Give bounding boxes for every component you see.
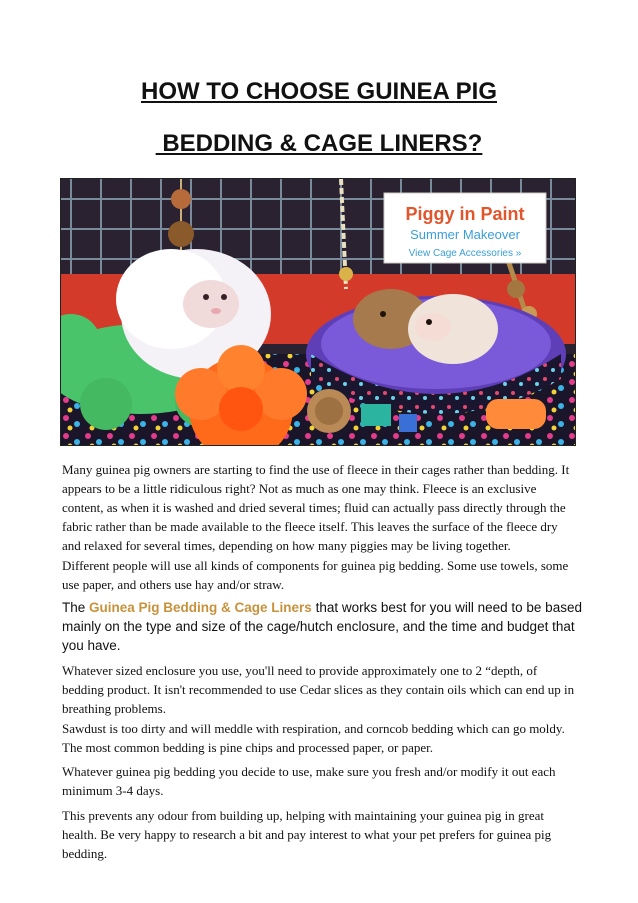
guinea-pig-cage-photo: [60, 178, 576, 446]
page-title-line-1: HOW TO CHOOSE GUINEA PIG: [140, 78, 498, 105]
banner-ad: [384, 193, 546, 263]
guinea-pig-bedding-link[interactable]: Guinea Pig Bedding & Cage Liners: [89, 600, 312, 615]
paragraph-odour: This prevents any odour from building up, helping with maintaining your guinea pig in great health. Be very happy to research a bit and pay interest to what your pet prefers for guinea pig bedding.: [62, 808, 552, 861]
cream-guinea-pig: [408, 294, 498, 364]
page-title-line-2: BEDDING & CAGE LINERS?: [155, 130, 483, 157]
paragraph-depth: Whatever sized enclosure you use, you'll need to provide approximately one to 2 “depth, of bedding product. It isn't recommended to use Cedar slices as they contain oils which can end up in breathing problems.: [62, 663, 575, 716]
paragraph-bedding-link-suffix: that works best for you will need to be based mainly on the type and size of the cage/hutch enclosure, and the time and budget that you have.: [62, 600, 582, 653]
banner-subtitle: Summer Makeover: [410, 227, 520, 242]
paragraph-components: Different people will use all kinds of components for guinea pig bedding. Some use towels, some use paper, and others use hay and/or straw.: [62, 558, 569, 592]
paragraph-sawdust: Sawdust is too dirty and will meddle with respiration, and corncob bedding which can go moldy. The most common bedding is pine chips and processed paper, or paper.: [62, 721, 565, 755]
paragraph-bedding-link-prefix: The: [62, 600, 90, 615]
paragraph-bedding-link: [62, 598, 582, 655]
paragraph-refresh: Whatever guinea pig bedding you decide to use, make sure you fresh and/or modify it out each minimum 3-4 days.: [62, 764, 556, 798]
banner-brand: Piggy in Paint: [405, 204, 525, 224]
paragraph-fleece: Many guinea pig owners are starting to find the use of fleece in their cages rather than bedding. It appears to be a little ridiculous right? Not as much as one may think. Fleece is an exclusive content, as when it is washed and dried several times; fluid can actually pass directly through the fabric rather than be made available to the fleece itself. This leaves the surface of the fleece dry and relaxed for several times, depending on how many piggies may be living together.: [62, 462, 570, 553]
banner-cta[interactable]: View Cage Accessories »: [408, 248, 522, 259]
